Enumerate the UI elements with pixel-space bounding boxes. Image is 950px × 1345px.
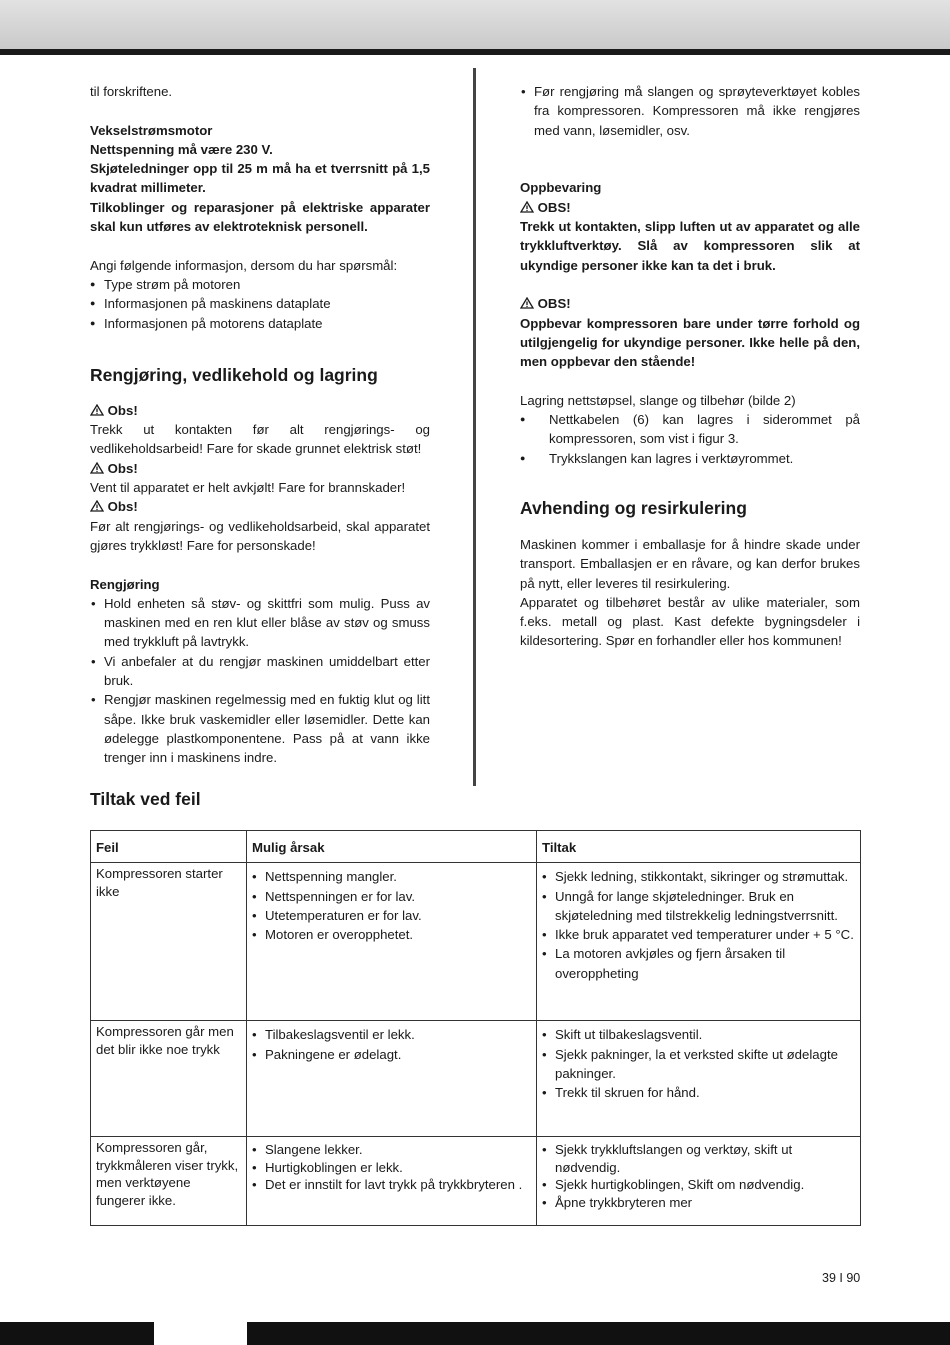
header-rule xyxy=(0,49,950,55)
list-item: • Hold enheten så støv- og skittfri som mulig. Puss av maskinen med en ren klut eller blåse av støv og smuss med trykkluft på lavtrykk. xyxy=(90,594,430,652)
warning-label: OBS! xyxy=(520,294,860,313)
column-header: Mulig årsak xyxy=(247,831,537,863)
list-item: • Åpne trykkbryteren mer xyxy=(542,1194,855,1212)
action-cell xyxy=(537,1137,861,1226)
column-divider xyxy=(473,68,476,786)
fault-cell: Kompressoren går, trykkmåleren viser trykk, men verktøyene fungerer ikke. xyxy=(91,1137,247,1226)
info-list xyxy=(90,275,430,333)
storage-heading: Oppbevaring xyxy=(520,180,602,196)
cause-cell xyxy=(247,863,537,1021)
list-item: • La motoren avkjøles og fjern årsaken til overoppheting xyxy=(542,944,855,983)
list-item: • Vi anbefaler at du rengjør maskinen umiddelbart etter bruk. xyxy=(90,652,430,691)
list-item: • Rengjør maskinen regelmessig med en fuktig klut og litt såpe. Ikke bruk vaskemidler eller løsemidler. Dette kan ødelegge plastkomponentene. Pass på at vann ikke trenger inn i maskinens indre. xyxy=(90,690,430,767)
list-item: • Motoren er overopphetet. xyxy=(252,925,531,944)
warning-icon xyxy=(90,404,104,416)
list-item: • Sjekk pakninger, la et verksted skifte ut ødelagte pakninger. xyxy=(542,1045,855,1084)
table-row xyxy=(91,1137,861,1226)
list-item: • Skift ut tilbakeslagsventil. xyxy=(542,1025,855,1044)
cleaning-list xyxy=(90,594,430,768)
warning-text: Trekk ut kontakten, slipp luften ut av apparatet og alle trykkluftverktøy. Slå av kompressoren slik at ukyndige personer ikke kan ta det i bruk. xyxy=(520,219,860,273)
list-item: • Sjekk hurtigkoblingen, Skift om nødvendig. xyxy=(542,1176,855,1194)
list-item: • Det er innstilt for lavt trykk på trykkbryteren . xyxy=(252,1176,531,1194)
section-title-cleaning: Rengjøring, vedlikehold og lagring xyxy=(90,364,378,385)
warning-label: Obs! xyxy=(90,401,430,420)
warning-icon xyxy=(90,462,104,474)
action-cell xyxy=(537,863,861,1021)
list-item: • Nettspenningen er for lav. xyxy=(252,887,531,906)
section-title-troubleshooting: Tiltak ved feil xyxy=(90,789,201,809)
intro-text: til forskriftene. xyxy=(90,84,173,99)
warning-text: Vent til apparatet er helt avkjølt! Fare for brannskader! xyxy=(90,480,406,496)
fault-cell: Kompressoren går men det blir ikke noe trykk xyxy=(91,1021,247,1137)
motor-line: Nettspenning må være 230 V. xyxy=(90,141,273,157)
list-item: • Hurtigkoblingen er lekk. xyxy=(252,1159,531,1177)
page-number: 39 I 90 xyxy=(822,1271,861,1285)
list-item: ● Type strøm på motoren xyxy=(90,275,430,294)
warning-text: Før alt rengjørings- og vedlikeholdsarbeid, skal apparatet gjøres trykkløst! Fare for personskade! xyxy=(90,518,430,553)
motor-line: Skjøteledninger opp til 25 m må ha et tverrsnitt på 1,5 kvadrat millimeter. xyxy=(90,161,430,196)
list-item: • Utetemperaturen er for lav. xyxy=(252,906,531,925)
disposal-paragraph: Apparatet og tilbehøret består av ulike materialer, som f.eks. metall og plast. Kast defekte bygningsdeler i kildesortering. Spør en forhandler eller hos kommunen! xyxy=(520,594,860,649)
section-title-disposal: Avhending og resirkulering xyxy=(520,497,747,518)
list-item: • Nettspenning mangler. xyxy=(252,867,531,886)
warning-label: Obs! xyxy=(90,459,430,478)
warning-text: Oppbevar kompressoren bare under tørre forhold og utilgjengelig for ukyndige personer. Ikke helle på den, men oppbevar den stående! xyxy=(520,315,860,370)
table-row xyxy=(91,1021,861,1137)
cause-cell xyxy=(247,1021,537,1137)
list-item: • Sjekk trykkluftslangen og verktøy, skift ut nødvendig. xyxy=(542,1141,855,1176)
list-item: • Unngå for lange skjøteledninger. Bruk en skjøteledning med tilstrekkelig ledningstverrsnitt. xyxy=(542,887,855,926)
list-item: • Slangene lekker. xyxy=(252,1141,531,1159)
list-item: ● Informasjonen på motorens dataplate xyxy=(90,314,430,333)
fault-cell: Kompressoren starter ikke xyxy=(91,863,247,1021)
list-item: • Før rengjøring må slangen og sprøyteverktøyet kobles fra kompressoren. Kompressoren må ikke rengjøres med vann, løsemidler, osv. xyxy=(520,82,860,140)
motor-heading: Vekselstrømsmotor xyxy=(90,122,213,138)
disposal-paragraph: Maskinen kommer i emballasje for å hindre skade under transport. Emballasjen er en råvare, og kan derfor brukes på nytt, eller leveres til resirkulering. xyxy=(520,536,860,591)
action-cell xyxy=(537,1021,861,1137)
header-band xyxy=(0,0,950,50)
warning-label: OBS! xyxy=(520,198,860,217)
footer-bar xyxy=(0,1322,950,1345)
footer-bar-gap xyxy=(154,1322,247,1345)
left-column xyxy=(90,82,430,768)
cleaning-heading: Rengjøring xyxy=(90,576,160,592)
warning-icon xyxy=(90,500,104,512)
cause-cell xyxy=(247,1137,537,1226)
troubleshooting-table xyxy=(90,830,861,1226)
list-item: • Tilbakeslagsventil er lekk. xyxy=(252,1025,531,1044)
list-item: ● Trykkslangen kan lagres i verktøyrommet. xyxy=(520,449,860,468)
warning-label: Obs! xyxy=(90,497,430,516)
pre-cleaning-list xyxy=(520,82,860,140)
motor-line: Tilkoblinger og reparasjoner på elektriske apparater skal kun utføres av elektroteknisk personell. xyxy=(90,199,430,235)
list-item: ● Nettkabelen (6) kan lagres i siderommet på kompressoren, som vist i figur 3. xyxy=(520,410,860,449)
table-header-row xyxy=(91,831,861,863)
storage-subheading: Lagring nettstøpsel, slange og tilbehør (bilde 2) xyxy=(520,392,796,408)
warning-icon xyxy=(520,297,534,309)
info-text: Angi følgende informasjon, dersom du har spørsmål: xyxy=(90,257,398,273)
storage-list xyxy=(520,410,860,468)
right-column xyxy=(520,82,860,651)
list-item: • Trekk til skruen for hånd. xyxy=(542,1083,855,1102)
column-header: Tiltak xyxy=(537,831,861,863)
list-item: • Ikke bruk apparatet ved temperaturer under + 5 °C. xyxy=(542,925,855,944)
list-item: • Sjekk ledning, stikkontakt, sikringer og strømuttak. xyxy=(542,867,855,886)
list-item: ● Informasjonen på maskinens dataplate xyxy=(90,294,430,313)
table-row xyxy=(91,863,861,1021)
column-header: Feil xyxy=(91,831,247,863)
warning-text: Trekk ut kontakten før alt rengjørings- og vedlikeholdsarbeid! Fare for skade grunnet elektrisk støt! xyxy=(90,422,430,457)
warning-icon xyxy=(520,201,534,213)
list-item: • Pakningene er ødelagt. xyxy=(252,1045,531,1064)
